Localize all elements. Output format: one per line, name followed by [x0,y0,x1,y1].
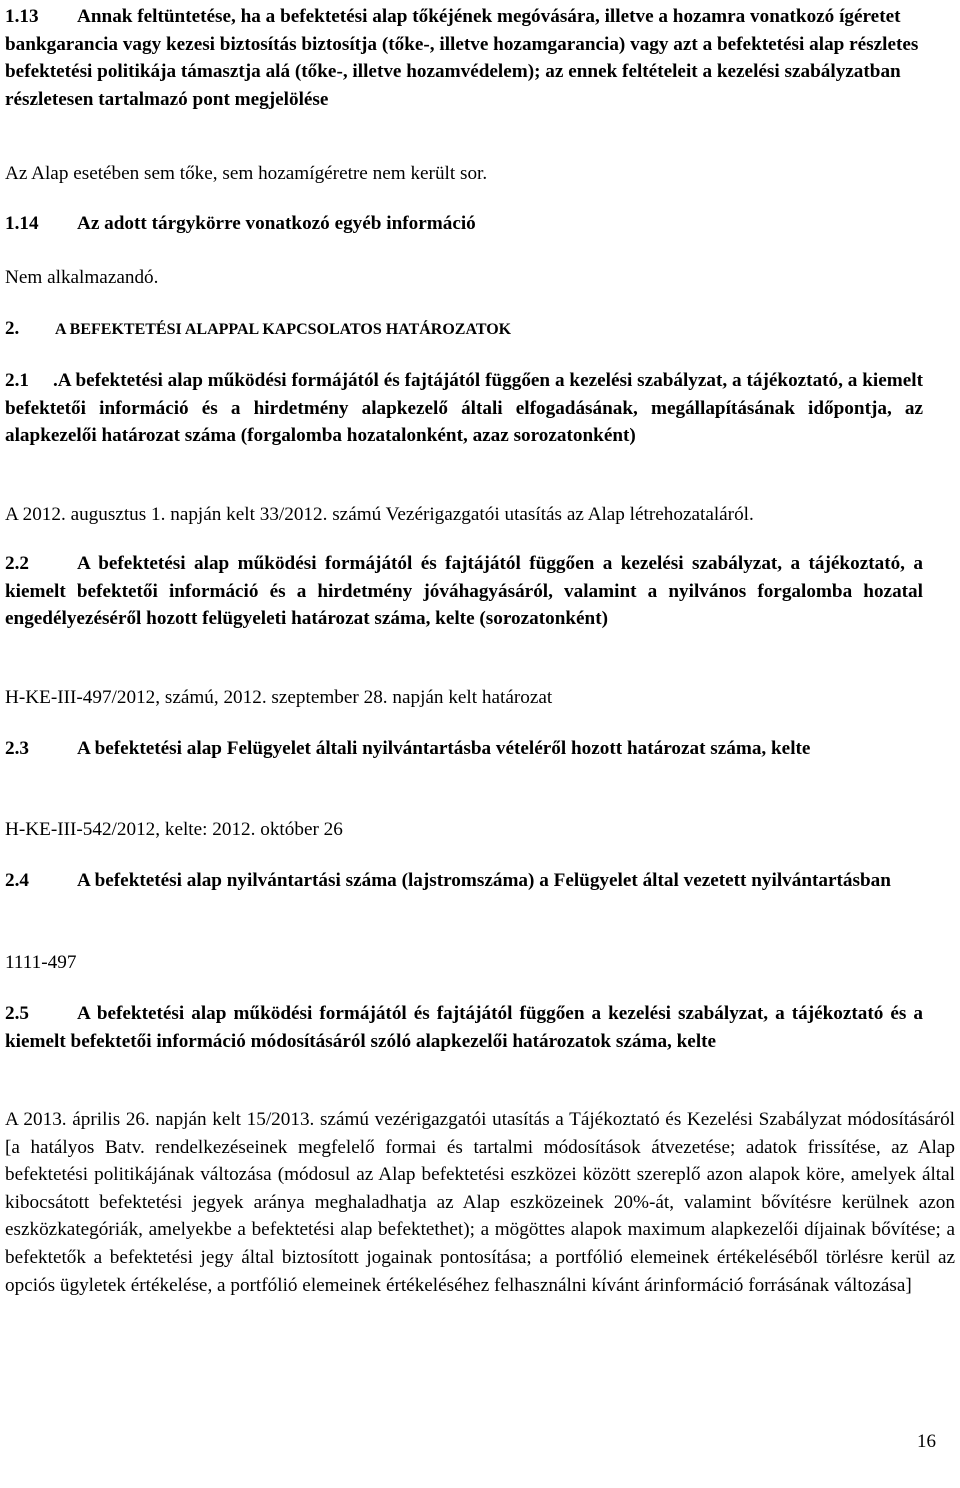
section-1-14-heading [5,210,476,238]
section-2-2-body: H-KE-III-497/2012, számú, 2012. szeptember 28. napján kelt határozat [5,687,553,708]
section-2-4-heading [5,867,915,895]
section-2-5-heading [5,1000,923,1055]
section-number: 2.1 [5,370,29,391]
section-number: 2.2 [5,553,29,574]
section-number: 1.13 [5,6,39,27]
section-2-4-body: 1111-497 [5,952,77,973]
section-2-1-body: A 2012. augusztus 1. napján kelt 33/2012. számú Vezérigazgatói utasítás az Alap létrehozataláról. [5,504,754,525]
section-number: 2.5 [5,1003,29,1024]
section-title: A befektetési alap működési formájától és fajtájától függően a kezelési szabályzat, a tájékoztató és a kiemelt befektetői információ módosításáról szóló alapkezelői határozatok száma, kelte [5,1003,923,1052]
section-2-3-body: H-KE-III-542/2012, kelte: 2012. október 26 [5,819,343,840]
section-title: A befektetési alap működési formájától és fajtájától függően a kezelési szabályzat, a tájékoztató, a kiemelt befektetői információ és a hirdetmény jóváhagyásáról, valamint a nyilvános forgalomba hozatal engedélyezéséről hozott felügyeleti határozat száma, kelte (sorozatonként) [5,553,923,629]
section-title: Annak feltüntetése, ha a befektetési alap tőkéjének megóvására, illetve a hozamra vonatkozó ígéretet bankgarancia vagy kezesi biztosítás biztosítja (tőke-, illetve hozamgarancia) vagy azt a befektetési alap részletes befektetési politikája támasztja alá (tőke-, illetve hozamvédelem); az ennek feltételeit a kezelési szabályzatban részletesen tartalmazó pont megjelölése [5,6,919,110]
section-2-3-heading [5,735,915,763]
section-2-1-heading [5,367,923,450]
section-2-5-body: A 2013. április 26. napján kelt 15/2013. számú vezérigazgatói utasítás a Tájékoztató és Kezelési Szabályzat módosításáról [a hatályos Batv. rendelkezéseinek megfelelő formai és tartalmi módosítások átvezetése; adatok frissítése, az Alap befektetési politikájának változása (módosul az Alap befektetési eszközei között szereplő azon alapok köre, amelyek által kibocsátott befektetési jegyek aránya meghaladhatja az Alap eszközeinek 20%-át, valamint bővítésre kerülnek azon eszközkategóriák, amelyekbe a befektetési alap befektethet); a mögöttes alapok maximum alapkezelői díjainak bővítése; a befektetők a befektetési jegy által biztosított jogainak pontosítása; a portfólió elemeinek értékeléséből törlésre kerül az opciós ügyletek értékelése, a portfólió elemeinek értékeléséhez felhasználni kívánt árinformáció forrásának változása] [5,1109,955,1296]
section-number: 2.4 [5,870,29,891]
section-1-14-body: Nem alkalmazandó. [5,267,159,288]
section-2-2-heading [5,550,923,633]
section-1-13-heading [5,3,950,113]
section-title: A BEFEKTETÉSI ALAPPAL KAPCSOLATOS HATÁROZATOK [55,321,512,338]
section-title: Az adott tárgykörre vonatkozó egyéb információ [77,213,476,234]
section-1-13-body: Az Alap esetében sem tőke, sem hozamígéretre nem került sor. [5,163,488,184]
section-number: 2.3 [5,738,29,759]
section-number: 1.14 [5,213,39,234]
page-number: 16 [917,1431,936,1452]
section-title: A befektetési alap nyilvántartási száma (lajstromszáma) a Felügyelet által vezetett nyilvántartásban [77,870,891,891]
section-2-heading [5,315,511,344]
section-title: A befektetési alap Felügyelet általi nyilvántartásba vételéről hozott határozat száma, kelte [77,738,811,759]
section-number: 2. [5,318,20,339]
section-title: .A befektetési alap működési formájától és fajtájától függően a kezelési szabályzat, a tájékoztató, a kiemelt befektetői információ és a hirdetmény alapkezelő általi elfogadásának, megállapításának időpontja, az alapkezelői határozat száma (forgalomba hozatalonként, azaz sorozatonként) [5,370,923,446]
